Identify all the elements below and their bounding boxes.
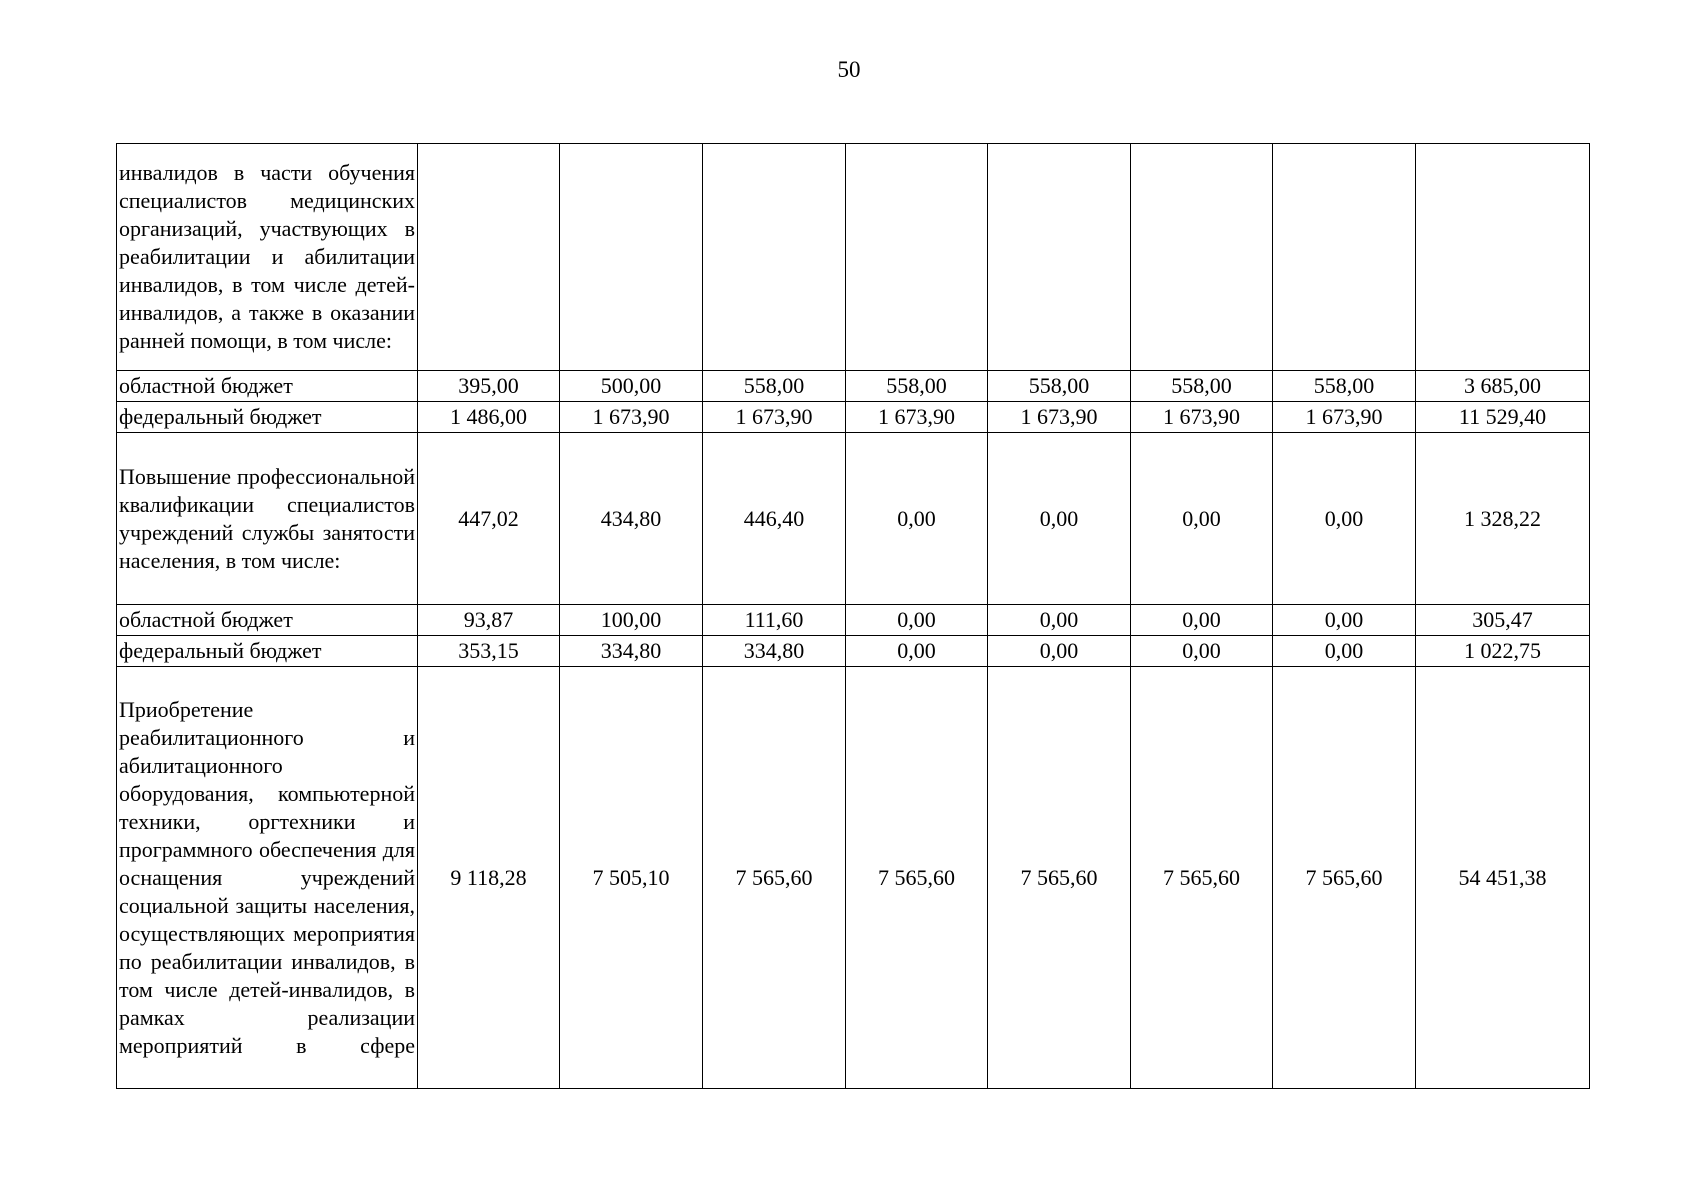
value-cell: 0,00 xyxy=(988,433,1131,605)
value-cell: 395,00 xyxy=(418,371,560,402)
value-cell: 111,60 xyxy=(703,605,846,636)
row-label: областной бюджет xyxy=(117,605,418,636)
row-label: Приобретение реабилитационного и абилитационного оборудования, компьютерной техники, оргтехники и программного обеспечения для оснащения учреждений социальной защиты населения, осуществляющих мероприятия по реабилитации инвалидов, в том числе детей-инвалидов, в рамках реализации мероприятий в сфере xyxy=(117,667,418,1089)
value-cell: 1 673,90 xyxy=(560,402,703,433)
value-cell: 7 565,60 xyxy=(988,667,1131,1089)
value-cell xyxy=(560,144,703,371)
table-row xyxy=(117,402,1590,433)
total-cell: 305,47 xyxy=(1416,605,1590,636)
value-cell: 434,80 xyxy=(560,433,703,605)
value-cell xyxy=(1273,144,1416,371)
value-cell: 1 673,90 xyxy=(988,402,1131,433)
total-cell xyxy=(1416,144,1590,371)
table-row xyxy=(117,605,1590,636)
value-cell: 334,80 xyxy=(560,636,703,667)
value-cell: 446,40 xyxy=(703,433,846,605)
value-cell: 558,00 xyxy=(1273,371,1416,402)
value-cell: 0,00 xyxy=(1131,433,1273,605)
row-label: Повышение профессиональной квалификации специалистов учреждений службы занятости населения, в том числе: xyxy=(117,433,418,605)
total-cell: 11 529,40 xyxy=(1416,402,1590,433)
value-cell: 353,15 xyxy=(418,636,560,667)
total-cell: 1 022,75 xyxy=(1416,636,1590,667)
value-cell: 0,00 xyxy=(846,636,988,667)
value-cell xyxy=(418,144,560,371)
value-cell: 558,00 xyxy=(846,371,988,402)
total-cell: 3 685,00 xyxy=(1416,371,1590,402)
value-cell: 500,00 xyxy=(560,371,703,402)
page-number: 50 xyxy=(837,57,861,82)
value-cell: 0,00 xyxy=(846,605,988,636)
row-label: федеральный бюджет xyxy=(117,636,418,667)
value-cell xyxy=(703,144,846,371)
row-label: федеральный бюджет xyxy=(117,402,418,433)
total-cell: 54 451,38 xyxy=(1416,667,1590,1089)
value-cell: 7 565,60 xyxy=(846,667,988,1089)
value-cell xyxy=(1131,144,1273,371)
value-cell: 0,00 xyxy=(1273,605,1416,636)
value-cell: 0,00 xyxy=(1273,433,1416,605)
value-cell xyxy=(846,144,988,371)
table-row xyxy=(117,636,1590,667)
total-cell: 1 328,22 xyxy=(1416,433,1590,605)
value-cell: 7 505,10 xyxy=(560,667,703,1089)
value-cell: 1 673,90 xyxy=(703,402,846,433)
value-cell: 93,87 xyxy=(418,605,560,636)
value-cell: 0,00 xyxy=(1273,636,1416,667)
row-label: областной бюджет xyxy=(117,371,418,402)
value-cell: 0,00 xyxy=(1131,605,1273,636)
value-cell: 1 673,90 xyxy=(846,402,988,433)
value-cell: 558,00 xyxy=(1131,371,1273,402)
value-cell: 0,00 xyxy=(846,433,988,605)
value-cell: 447,02 xyxy=(418,433,560,605)
value-cell: 558,00 xyxy=(988,371,1131,402)
value-cell: 7 565,60 xyxy=(1273,667,1416,1089)
value-cell: 334,80 xyxy=(703,636,846,667)
value-cell: 1 486,00 xyxy=(418,402,560,433)
value-cell: 1 673,90 xyxy=(1131,402,1273,433)
value-cell: 0,00 xyxy=(988,605,1131,636)
table-row xyxy=(117,433,1590,605)
value-cell: 7 565,60 xyxy=(703,667,846,1089)
table-row xyxy=(117,667,1590,1089)
table-row xyxy=(117,371,1590,402)
value-cell: 558,00 xyxy=(703,371,846,402)
value-cell: 1 673,90 xyxy=(1273,402,1416,433)
value-cell: 9 118,28 xyxy=(418,667,560,1089)
budget-table xyxy=(116,143,1590,1089)
value-cell xyxy=(988,144,1131,371)
table-row xyxy=(117,144,1590,371)
row-label: инвалидов в части обучения специалистов медицинских организаций, участвующих в реабилитации и абилитации инвалидов, в том числе детей-инвалидов, а также в оказании ранней помощи, в том числе: xyxy=(117,144,418,371)
value-cell: 0,00 xyxy=(988,636,1131,667)
value-cell: 100,00 xyxy=(560,605,703,636)
value-cell: 0,00 xyxy=(1131,636,1273,667)
value-cell: 7 565,60 xyxy=(1131,667,1273,1089)
